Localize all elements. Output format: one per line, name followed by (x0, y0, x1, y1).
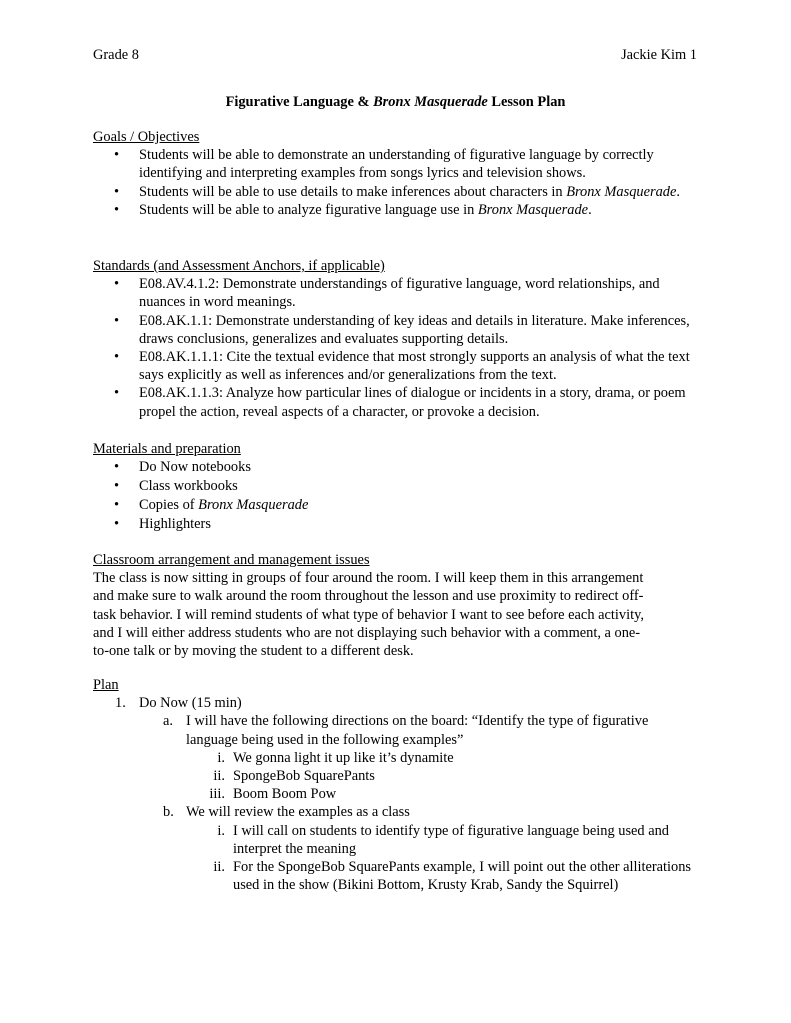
goal-item (93, 201, 703, 219)
example-numeral: iii. (209, 786, 225, 803)
document-title (0, 93, 791, 111)
title-suffix: Lesson Plan (487, 94, 566, 110)
materials-section (93, 440, 703, 534)
example-numeral: ii. (213, 768, 225, 785)
goal-text: Students will be able to analyze figurative language use in (139, 201, 478, 218)
material-text: Copies of (139, 497, 199, 514)
material-text: Do Now notebooks (139, 459, 251, 476)
substep-text: I will have the following directions on the board: “Identify the type of figurative language being used in the following examples” (186, 713, 649, 748)
paragraph-line: task behavior. I will remind students of what type of behavior I want to see before each activity, (93, 606, 644, 623)
standard-item: • E08.AK.1.1.1: Cite the textual evidence that most strongly supports an analysis of what the text says explicitly as well as inferences and/or generalizations from the text. (93, 348, 703, 384)
goals-section (93, 128, 703, 219)
review-item (93, 822, 703, 858)
material-item (93, 515, 703, 534)
standard-item: • E08.AV.4.1.2: Demonstrate understandings of figurative language, word relationships, and nuances in word meanings. (93, 275, 703, 311)
plan-substep (93, 712, 703, 748)
title-prefix: Figurative Language & (225, 94, 374, 110)
goal-text: Students will be able to demonstrate an understanding of figurative language by correctly identifying and interpreting examples from songs lyrics and television shows. (139, 147, 654, 182)
example-item (93, 767, 703, 785)
review-text: For the SpongeBob SquarePants example, I will point out the other alliterations used in the show (Bikini Bottom, Krusty Krab, Sandy the Squirrel) (233, 859, 692, 894)
step-number: 1. (115, 695, 126, 712)
header-grade: Grade 8 (93, 47, 139, 63)
classroom-heading: Classroom arrangement and management issues (93, 552, 370, 568)
plan-section (93, 676, 703, 894)
classroom-section (93, 551, 703, 660)
plan-substep (93, 803, 703, 821)
substep-letter: b. (163, 804, 174, 821)
example-item (93, 749, 703, 767)
review-text: I will call on students to identify type of figurative language being used and interpret the meaning (233, 822, 670, 857)
classroom-paragraph (93, 569, 693, 660)
example-text: SpongeBob SquarePants (233, 768, 375, 785)
material-text: Highlighters (139, 516, 211, 533)
materials-heading: Materials and preparation (93, 441, 241, 457)
standards-section (93, 257, 703, 421)
plan-step (93, 694, 703, 712)
example-item (93, 785, 703, 803)
goals-heading: Goals / Objectives (93, 129, 200, 145)
review-numeral: ii. (213, 859, 225, 876)
material-item (93, 496, 703, 515)
goal-item (93, 146, 703, 182)
goal-book-name: Bronx Masquerade (477, 201, 589, 218)
material-item (93, 477, 703, 496)
goal-text: Students will be able to use details to make inferences about characters in (139, 183, 567, 200)
goal-punct: . (676, 183, 680, 200)
plan-heading: Plan (93, 677, 119, 693)
example-text: We gonna light it up like it’s dynamite (233, 749, 454, 766)
review-numeral: i. (217, 822, 225, 839)
standards-heading: Standards (and Assessment Anchors, if applicable) (93, 258, 385, 274)
material-text: Class workbooks (139, 478, 238, 495)
paragraph-line: to-one talk or by moving the student to a different desk. (93, 643, 414, 660)
review-item (93, 858, 703, 894)
standard-item: • E08.AK.1.1.3: Analyze how particular lines of dialogue or incidents in a story, drama, or poem propel the action, reveal aspects of a character, or provoke a decision. (93, 384, 703, 420)
material-book-name: Bronx Masquerade (198, 497, 309, 514)
title-book-name: Bronx Masquerade (373, 94, 488, 110)
goal-book-name: Bronx Masquerade (566, 183, 677, 200)
paragraph-line: and make sure to walk around the room throughout the lesson and use proximity to redirect off- (93, 588, 644, 605)
goal-item (93, 183, 703, 201)
example-text: Boom Boom Pow (233, 786, 337, 803)
paragraph-line: and I will either address students who are not displaying such behavior with a comment, a one- (93, 624, 641, 641)
paragraph-line: The class is now sitting in groups of four around the room. I will keep them in this arrangement (93, 570, 644, 587)
step-label: Do Now (15 min) (139, 695, 242, 712)
substep-letter: a. (163, 713, 173, 730)
material-item (93, 458, 703, 477)
example-numeral: i. (217, 749, 225, 766)
goal-punct: . (588, 201, 592, 218)
standard-item: • E08.AK.1.1: Demonstrate understanding of key ideas and details in literature. Make inferences, draws conclusions, generalizes and evaluates supporting details. (93, 312, 703, 348)
header-author-page: Jackie Kim 1 (621, 47, 697, 63)
substep-text: We will review the examples as a class (186, 804, 410, 821)
